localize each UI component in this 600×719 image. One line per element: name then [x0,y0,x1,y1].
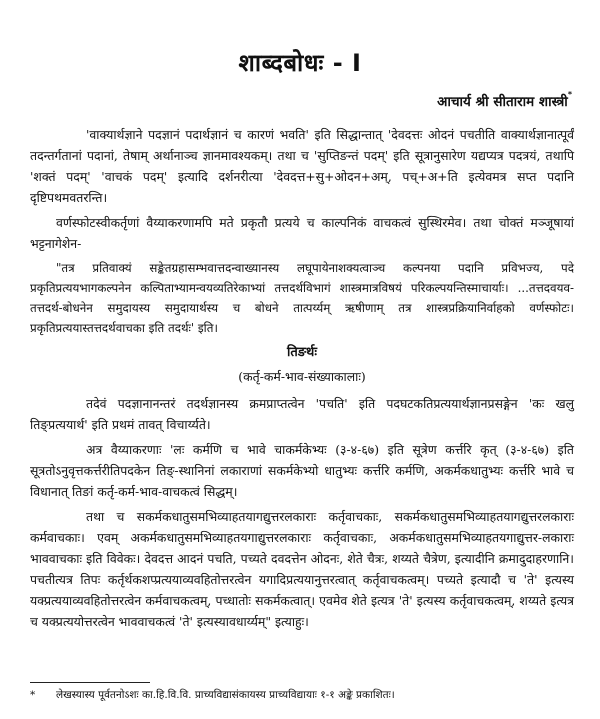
paragraph-5: अत्र वैय्याकरणाः 'लः कर्मणि च भावे चाकर्मकेभ्यः (३-४-६७) इति सूत्रेण कर्त्तरि कृत् (३-४-६७) इति सूत्रतोऽनुवृत्तकर्त्तरीतिपदकेन तिङ्-स्थानिनां लकाराणां सकर्मकेभ्यो धातुभ्यः कर्त्तरि कर्मणि, अकर्मकधातुभ्यः कर्त्तरि भावे च विधानात् तिङां कर्तृ-कर्म-भाव-वाचकत्वं सिद्धम्। [30,442,574,499]
author-name: आचार्य श्री सीताराम शास्त्री [437,94,568,110]
article-body [30,124,574,636]
author-line [437,92,572,110]
article-title: शाब्दबोधः - I [238,49,362,77]
author-footnote-mark: * [567,90,572,99]
footnote-text: लेखस्यास्य पूर्वतनोऽशः का.हि.वि.वि. प्राच्यविद्यासंकायस्य प्राच्यविद्यायाः १-१ अङ्के प्रकाशितः। [56,689,395,701]
paragraph-2: वर्णस्फोटस्वीकर्तृणां वैय्याकरणामपि मते प्रकृतौ प्रत्यये च काल्पनिकं वाचकत्वं सुस्थिरमेव। तथा चोक्तं मञ्जूषायां भट्टनागेशेन- [30,215,574,251]
paragraph-6: तथा च सकर्मकधातुसमभिव्याहतयागद्युत्तरलकाराः कर्तृवाचकाः, सकर्मकधातुसमभिव्याहतयागद्युत्तरलकाराः कर्मवाचकाः। एवम् अकर्मकधातुसमभिव्याहतयगाद्युत्तरलकाराः कर्तृवाचकाः, अकर्मकधातुसमभिव्याहतयगाद्युत्तर-लकाराः भाववाचकाः इति विवेकः। देवदत्त आदनं पचति, पच्यते दवदत्तेन ओदनः, शेते चैत्रः, शय्यते चैत्रेण, इत्यादीनि क्रमादुदाहरणानि। पचतीत्यत्र तिपः कर्तृर्थकशप्प्रत्ययाव्यवहितोत्तरत्वेन यगादिप्रत्ययानुत्तरत्वात् कर्तृवाचकत्वम्। पच्यते इत्यादौ च 'ते' इत्यस्य यक्प्रत्ययाव्यवहितोत्तरत्वेन कर्मवाचकत्वम्, पच्धातोः सकर्मकत्वात्। एवमेव शेते इत्यत्र 'ते' इत्यस्य कर्तृवाचकत्वम्, शय्यते इत्यत्र च यक्प्रत्ययोत्तरत्वेन भाववाचकत्वं 'ते' इत्यस्यावधार्य्यम्" इत्याहुः। [30,509,574,629]
section-heading: तिङर्थः [287,345,317,360]
paragraph-1: 'वाक्यार्थज्ञाने पदज्ञानं पदार्थज्ञानं च कारणं भवति' इति सिद्धान्तात् 'देवदत्तः ओदनं पचतीति वाक्यार्थज्ञानात्पूर्वं तदन्तर्गतानां पदानां, तेषाम् अर्थानाञ्च ज्ञानमावश्यकम्। तथा च 'सुप्तिङन्तं पदम्' इति सूत्रानुसारेण यद्यप्यत्र पदत्रयं, तथापि 'शक्तं पदम्' 'वाचकं पदम्' इत्यादि दर्शनरीत्या 'देवदत्त+सु+ओदन+अम्, पच्+अ+ति इत्येवमत्र सप्त पदानि दृष्टिपथमवतरन्ति। [30,127,574,205]
paragraph-4: तदेवं पदज्ञानानन्तरं तदर्थज्ञानस्य क्रमप्राप्तत्वेन 'पचति' इति पदघटकतिप्रत्ययार्थज्ञानप्रसङ्गेन 'कः खलु तिङ्प्रत्ययार्थ' इति प्रथमं तावत् विचार्य्यते। [30,396,574,432]
footnote-divider [30,682,150,683]
section-subheading: (कर्तृ-कर्म-भाव-संख्याकालाः) [238,369,366,384]
quotation-block: "तत्र प्रतिवाक्यं सङ्केतग्रहासम्भवात्तदन्वाख्यानस्य लघूपायेनाशक्यत्वाञ्च कल्पनया पदानि प्रविभज्य, पदे प्रकृतिप्रत्ययभागकल्पनेन कल्पिताभ्यामन्वयव्यतिरेकाभ्यां तत्तदर्थविभागं शास्त्रमात्रविषयं परिकल्पयन्तिस्माचार्याः। ...तत्तदवयव-तत्तदर्थ-बोधनेन समुदायस्य समुदायार्थस्य च बोधने तात्पर्य्यम् ऋषीणाम् तत्र शास्त्रप्रक्रियानिर्वाहको वर्णस्फोटः। प्रकृतिप्रत्ययास्तत्तदर्थवाचका इति तदर्थः' इति। [30,261,574,335]
footnote-mark: * [30,689,36,701]
footnote [30,688,395,702]
